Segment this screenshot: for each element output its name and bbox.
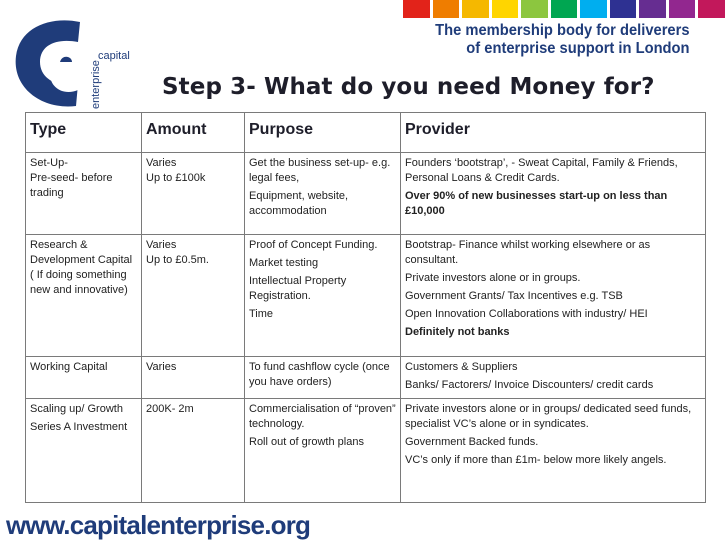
cell-provider: [401, 153, 706, 235]
cell-line: Research & Development Capital ( If doing something new and innovative): [30, 239, 133, 296]
cell-line: Bootstrap- Finance whilst working elsewhere or as consultant.: [405, 239, 651, 266]
logo-word-enterprise: enterprise: [90, 60, 102, 109]
cell-line: Up to £0.5m.: [146, 254, 209, 266]
cell-purpose: [245, 235, 401, 357]
cell-line: Up to £100k: [146, 172, 206, 184]
cell-amount: [142, 399, 245, 503]
cell-line: Set-Up-: [30, 157, 68, 169]
column-header-purpose: Purpose: [245, 113, 401, 153]
cell-line: Founders ‘bootstrap’, - Sweat Capital, Family & Friends, Personal Loans & Credit Cards.: [405, 157, 678, 184]
website-link[interactable]: www.capitalenterprise.org: [6, 510, 311, 540]
cell-purpose: [245, 399, 401, 503]
table-row: [26, 153, 706, 235]
cell-line: Open Innovation Collaborations with industry/ HEI: [405, 308, 648, 320]
table-row: [26, 235, 706, 357]
stripe: [698, 0, 725, 18]
cell-amount: [142, 153, 245, 235]
cell-line: VC’s only if more than £1m- below more likely angels.: [405, 454, 667, 466]
cell-provider: [401, 235, 706, 357]
stripe: [669, 0, 696, 18]
table-header-row: [26, 113, 706, 153]
cell-line: Working Capital: [30, 361, 108, 373]
cell-provider: [401, 399, 706, 503]
logo-mark-icon: [6, 14, 146, 114]
cell-line: Private investors alone or in groups/ dedicated seed funds, specialist VC’s alone or in syndicates.: [405, 403, 692, 430]
cell-purpose: [245, 153, 401, 235]
cell-line: Banks/ Factorers/ Invoice Discounters/ credit cards: [405, 379, 654, 391]
cell-line: 200K- 2m: [146, 403, 194, 415]
cell-line: Government Grants/ Tax Incentives e.g. TSB: [405, 290, 623, 302]
cell-line: Intellectual Property Registration.: [249, 275, 347, 302]
cell-line: Get the business set-up- e.g. legal fees,: [249, 157, 391, 184]
cell-type: [26, 399, 142, 503]
cell-line: Varies: [146, 157, 177, 169]
stripe: [521, 0, 548, 18]
logo-word-capital: capital: [98, 50, 130, 62]
cell-provider: [401, 357, 706, 399]
column-header-provider: Provider: [401, 113, 706, 153]
cell-line: Market testing: [249, 257, 319, 269]
tagline: [436, 22, 690, 58]
stripe: [580, 0, 607, 18]
table-row: [26, 357, 706, 399]
cell-line: Equipment, website, accommodation: [249, 190, 349, 217]
stripe: [433, 0, 460, 18]
cell-line: Proof of Concept Funding.: [249, 239, 378, 251]
tagline-line: The membership body for deliverers: [435, 22, 690, 39]
stripe: [462, 0, 489, 18]
cell-type: [26, 357, 142, 399]
cell-line-bold: Definitely not banks: [405, 326, 510, 338]
stripe: [610, 0, 637, 18]
cell-line: Commercialisation of “proven” technology.: [249, 403, 396, 430]
cell-line: Pre-seed- before trading: [30, 172, 113, 199]
cell-line: Varies: [146, 361, 177, 373]
column-header-amount: Amount: [142, 113, 245, 153]
cell-line: Time: [249, 308, 274, 320]
cell-line: To fund cashflow cycle (once you have orders): [249, 361, 390, 388]
slide-title: Step 3- What do you need Money for?: [162, 74, 655, 100]
cell-line: Varies: [146, 239, 177, 251]
cell-line: Private investors alone or in groups.: [405, 272, 581, 284]
stripe: [403, 0, 430, 18]
cell-line: Government Backed funds.: [405, 436, 539, 448]
cell-type: [26, 235, 142, 357]
cell-amount: [142, 357, 245, 399]
cell-amount: [142, 235, 245, 357]
cell-line: Series A Investment: [30, 421, 128, 433]
cell-line: Customers & Suppliers: [405, 361, 518, 373]
cell-line: Roll out of growth plans: [249, 436, 364, 448]
stripe: [551, 0, 578, 18]
stripe: [492, 0, 519, 18]
cell-line: Scaling up/ Growth: [30, 403, 123, 415]
capital-enterprise-logo: [6, 14, 146, 114]
tagline-line: of enterprise support in London: [466, 40, 690, 57]
table-row: [26, 399, 706, 503]
cell-purpose: [245, 357, 401, 399]
rainbow-stripe-bar: [403, 0, 728, 18]
cell-type: [26, 153, 142, 235]
cell-line-bold: Over 90% of new businesses start-up on less than £10,000: [405, 190, 668, 217]
stripe: [639, 0, 666, 18]
funding-table: [25, 112, 706, 503]
column-header-type: Type: [26, 113, 142, 153]
